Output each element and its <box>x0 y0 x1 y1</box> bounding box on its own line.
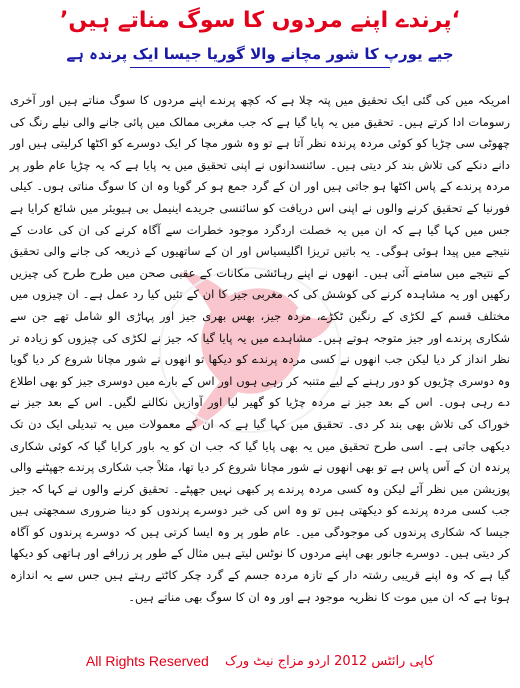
copyright-footer <box>0 653 520 675</box>
article-subtitle: جیے یورپ کا شور مچانے والا گوریا جیسا ایک پرندہ ہے <box>66 45 454 63</box>
copyright-urdu: کاپی رائٹس 2012 اردو مزاج نیٹ ورک <box>224 653 435 669</box>
subtitle-underline <box>130 67 390 68</box>
article-title: ‘پرندے اپنے مردوں کا سوگ مناتے ہیں’ <box>60 8 460 33</box>
article-body: امریکہ میں کی گئی ایک تحقیق میں پتہ چلا ہے کہ کچھ پرندے اپنے مردوں کا سوگ مناتے ہیں اور آخری رسومات ادا کرتے ہیں۔ تحقیق میں یہ پایا گیا ہے کہ جب مغربی ممالک میں پائی جانے والی نیلے رنگ کی چھوٹی سی چڑیا کو کوئی مردہ پرندہ نظر آتا ہے تو وہ شور مچا کر ایک دوسرے کو اکٹھا کرلیتی ہیں اور دانے دنکے کی تلاش بند کر دیتی ہیں۔ سائنسدانوں نے اپنی تحقیق میں یہ پایا ہے کہ یہ چڑیا عام طور پر مردہ پرندے کے پاس اکٹھا ہو جاتی ہیں اور ان کے گرد جمع ہو کر گویا وہ ان کا سوگ مناتی ہوں۔ کیلی فورنیا کے تحقیق کرنے والوں نے اپنی اس دریافت کو سائنسی جریدے اینیمل بی ہیویئر میں شائع کرایا ہے جس میں کہا گیا ہے کہ ان میں یہ خصلت اردگرد موجود خطرات سے آگاہ کرنے کی ان کی عادت کے نتیجے میں پیدا ہوئی ہوگی۔ یہ باتیں تریزا اگلیسیاس اور ان کے ساتھیوں کے ذریعہ کی جانے والی تحقیق کے نتیجے میں سامنے آئی ہیں۔ انھوں نے اپنے رہائشی مکانات کے عقبی صحن میں طرح طرح کی چیزیں رکھیں اور یہ مشاہدہ کرنے کی کوشش کی کہ مغربی جیز کا ان کے تئیں کیا رد عمل ہے۔ ان چیزوں میں مختلف قسم کے لکڑی کے رنگین ٹکڑے، مردہ جیز، بھس بھری جیز اور پہاڑی الو شامل تھے جن سے شکاری پرندے اور جیز متوجہ ہوتے ہیں۔ مشاہدے میں یہ پایا گیا کہ جیز نے لکڑی کی چیزوں کو زیادہ تر نظر انداز کر دیا لیکن جب انھوں نے کسی مردہ پرندے کو دیکھا تو انھوں نے شور مچانا شروع کر دیا گویا وہ دوسری چڑیوں کو دور رہنے کے لیے متنبہ کر رہی ہوں اور اس کے بارے میں دوسری جیز کو بھی اطلاع دے رہی ہوں۔ اس کے بعد جیز نے مردہ چڑیا کو گھیر لیا اور آوازیں نکالنے لگیں۔ اس کے بعد جیز نے خوراک کی تلاش بھی بند کر دی۔ تحقیق میں کہا گیا ہے کہ ان کے معمولات میں یہ تبدیلی ایک دن تک دیکھی جاتی ہے۔ اسی طرح تحقیق میں یہ بھی پایا گیا کہ جب ان کو یہ باور کرایا گیا کہ کوئی شکاری پرندہ ان کے آس پاس ہے تو بھی انھوں نے شور مچانا شروع کر دیا تھا، مثلاً جب شکاری پرندے جھپٹنے والی پوزیشن میں نظر آئے لیکن وہ کسی مردہ پرندے پر کبھی نہیں جھپٹے۔ تحقیق کرنے والوں نے کہا کہ جیز جب کسی مردہ پرندے کو دیکھتی ہیں تو وہ اس کی خبر دوسرے پرندوں کو دینا ضروری سمجھتی ہیں جیسا کہ شکاری پرندوں کی موجودگی میں۔ عام طور پر وہ ایسا کرتی ہیں کہ دوسرے پرندوں کو آگاہ کر دیتی ہیں۔ دوسرے جانور بھی اپنے مردوں کا نوٹس لیتے ہیں مثال کے طور پر زرافے اور ہاتھی کو دیکھا گیا ہے کہ وہ اپنے قریبی رشتہ دار کے تازہ مردہ جسم کے گرد چکر کاٹتے رہتے ہیں جس سے یہ اندازہ ہوتا ہے کہ ان میں موت کا نظریہ موجود ہے اور وہ ان کا سوگ بھی مناتے ہیں۔ <box>10 93 510 604</box>
all-rights-reserved: All Rights Reserved <box>85 653 209 669</box>
